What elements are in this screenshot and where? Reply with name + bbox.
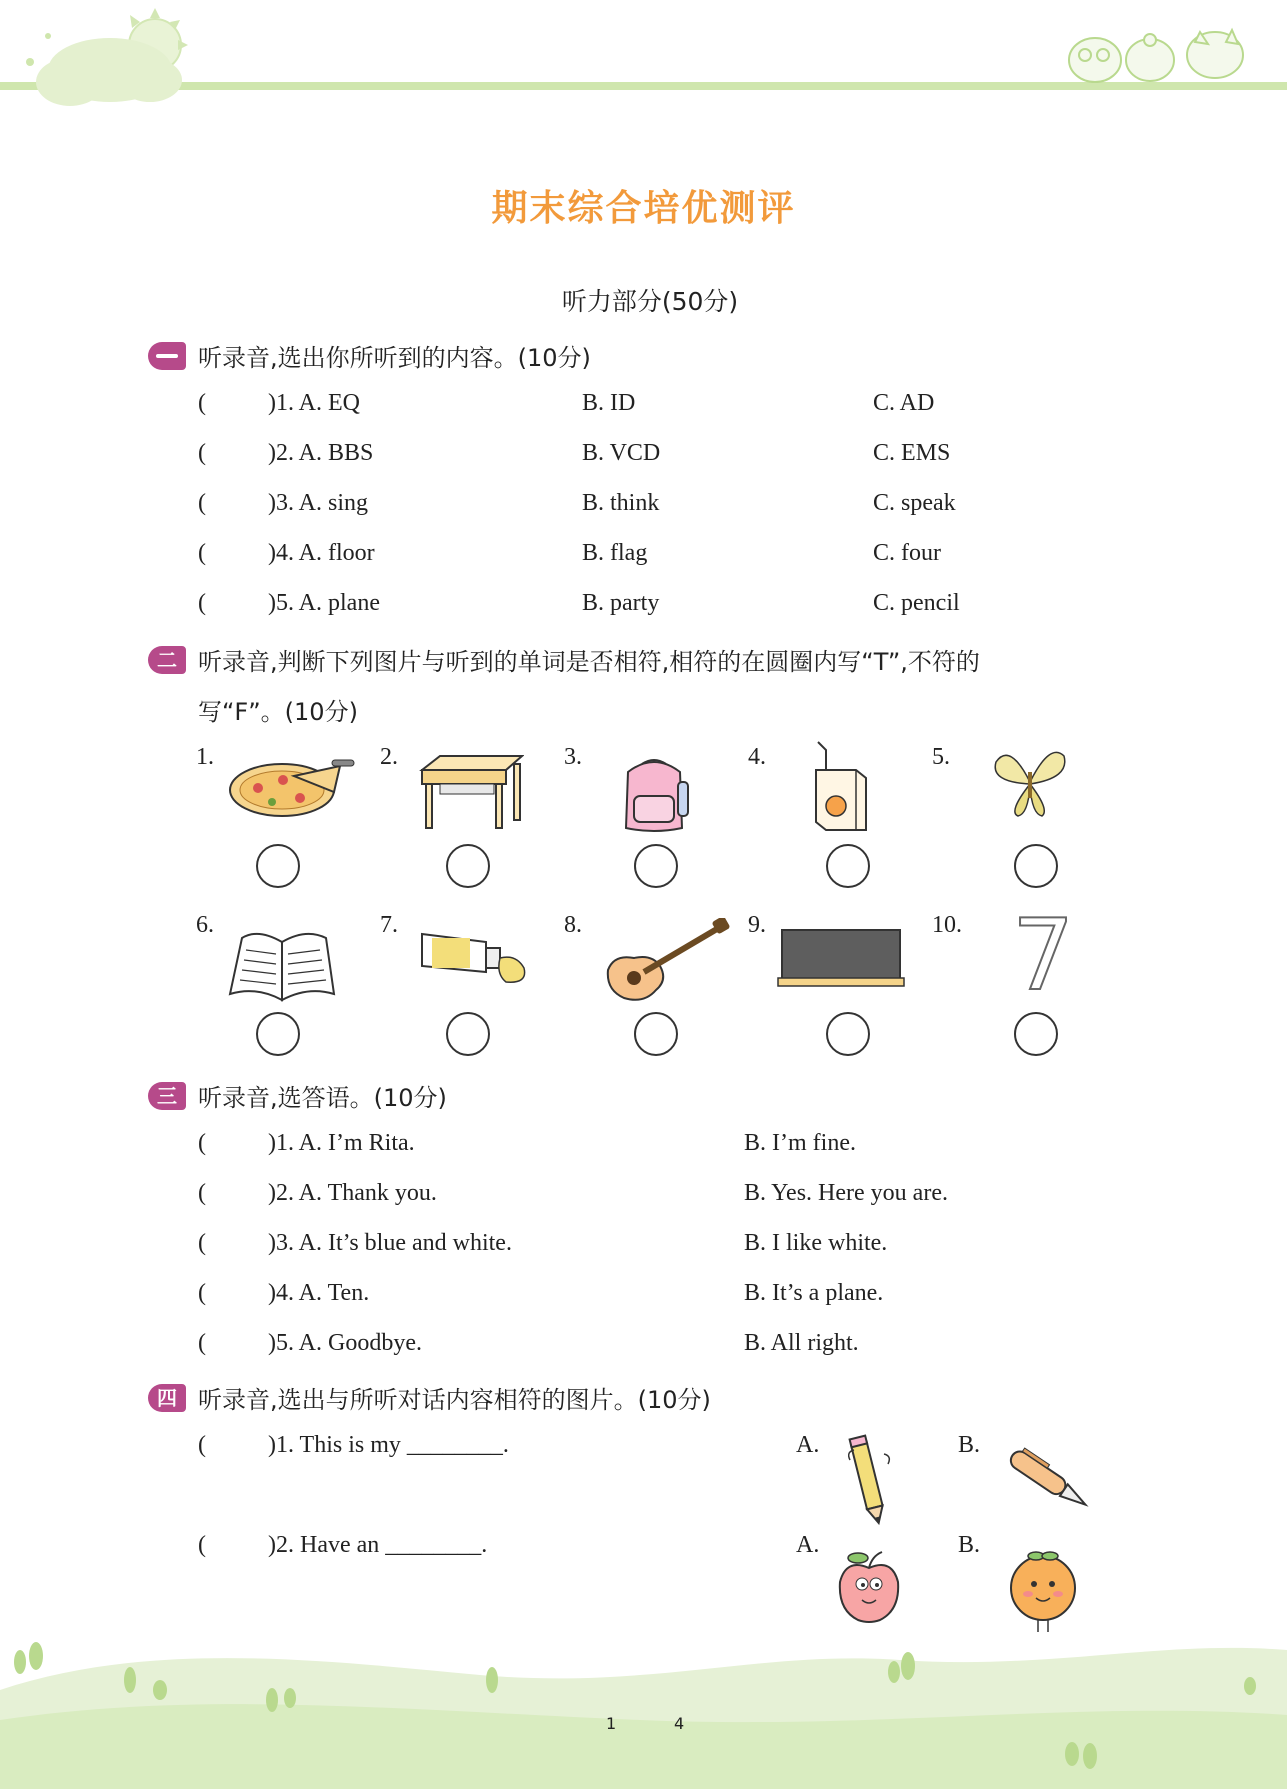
section-2-heading [148,642,980,677]
list-item [198,590,206,617]
section-1-heading [148,338,591,373]
section-2-instruction-cont: 写“F”。(10分) [198,698,358,726]
apple-icon [836,1550,902,1624]
page-number: 4 [674,1714,685,1733]
answer-blank: ( [198,590,206,616]
answer-circle[interactable] [446,1012,490,1056]
answer-circle[interactable] [1014,1012,1058,1056]
list-item-a: )3. A. sing [268,490,369,516]
list-item-c: C. pencil [873,590,960,616]
page-number: 1 [606,1714,617,1733]
section-3-heading [148,1078,447,1113]
answer-blank: ( [198,540,206,566]
option-b-label: B. [958,1432,981,1458]
answer-blank: ( [198,490,206,516]
picture-label: 5. [932,744,950,770]
list-item-a: )2. A. BBS [268,440,374,466]
pizza-icon [228,748,356,820]
list-item-a: )5. A. plane [268,590,380,616]
answer-circle[interactable] [1014,844,1058,888]
page-title: 期末综合培优测评 [491,187,796,229]
butterfly-icon [990,742,1070,822]
list-item-a: )1. A. I’m Rita. [268,1130,415,1156]
answer-blank: ( [198,1130,206,1156]
list-item-b: B. I’m fine. [744,1130,856,1156]
number-seven-picture: 7 [1012,899,1075,1013]
picture-label: 10. [932,912,962,938]
list-item-b: B. I like white. [744,1230,888,1256]
answer-blank: ( [198,1180,206,1206]
list-item-b: B. think [582,490,660,516]
answer-blank: ( [198,440,206,466]
section-4-heading [148,1380,711,1415]
list-item-b: B. ID [582,390,636,416]
answer-circle[interactable] [256,1012,300,1056]
pen-icon [1000,1444,1100,1520]
option-b-label: B. [958,1532,981,1558]
list-item-c: C. AD [873,390,935,416]
pencil-icon [846,1434,892,1526]
list-item-c: C. four [873,540,941,566]
picture-label: 8. [564,912,582,938]
orange-icon [1006,1546,1080,1634]
desk-icon [418,752,524,832]
list-item-a: )1. A. EQ [268,390,360,416]
list-item-b: B. flag [582,540,648,566]
answer-circle[interactable] [634,1012,678,1056]
list-item-c: C. speak [873,490,956,516]
answer-blank: ( [198,1532,206,1558]
section-3-badge: 三 [148,1082,186,1110]
question-text: )1. This is my ________. [268,1432,509,1458]
section-2-instruction: 听录音,判断下列图片与听到的单词是否相符,相符的在圆圈内写“T”,不符的 [198,648,980,676]
section-4-instruction: 听录音,选出与所听对话内容相符的图片。(10分) [198,1386,711,1414]
picture-label: 4. [748,744,766,770]
juice-box-icon [808,740,872,834]
list-item-b: B. It’s a plane. [744,1280,884,1306]
list-item-a: )3. A. It’s blue and white. [268,1230,512,1256]
list-item-b: B. party [582,590,660,616]
section-2-badge: 二 [148,646,186,674]
answer-blank: ( [198,390,206,416]
section-1-badge [148,342,186,370]
section-3-instruction: 听录音,选答语。(10分) [198,1084,447,1112]
list-item-a: )5. A. Goodbye. [268,1330,422,1356]
answer-circle[interactable] [446,844,490,888]
list-item-b: B. Yes. Here you are. [744,1180,948,1206]
sun-cloud-icon [26,8,188,106]
paint-tube-icon [416,924,532,990]
answer-circle[interactable] [826,1012,870,1056]
list-item-c: C. EMS [873,440,951,466]
question-text: )2. Have an ________. [268,1532,488,1558]
picture-label: 2. [380,744,398,770]
option-a-label: A. [796,1432,820,1458]
picture-label: 3. [564,744,582,770]
picture-label: 1. [196,744,214,770]
list-item [198,540,206,567]
listening-subtitle: 听力部分(50分) [561,287,739,316]
option-a-label: A. [796,1532,820,1558]
book-icon [228,928,336,1004]
section-4-badge: 四 [148,1384,186,1412]
answer-blank: ( [198,1280,206,1306]
list-item [198,390,206,417]
list-item-a: )4. A. Ten. [268,1280,370,1306]
picture-label: 6. [196,912,214,938]
list-item-a: )4. A. floor [268,540,375,566]
answer-circle[interactable] [634,844,678,888]
answer-blank: ( [198,1230,206,1256]
list-item-a: )2. A. Thank you. [268,1180,437,1206]
animal-faces-icon [1069,30,1243,82]
schoolbag-icon [614,752,694,834]
list-item [198,440,206,467]
picture-label: 9. [748,912,766,938]
list-item-b: B. VCD [582,440,661,466]
list-item [198,490,206,517]
list-item-b: B. All right. [744,1330,859,1356]
answer-circle[interactable] [256,844,300,888]
answer-blank: ( [198,1330,206,1356]
section-1-instruction: 听录音,选出你所听到的内容。(10分) [198,344,591,372]
answer-blank: ( [198,1432,206,1458]
answer-circle[interactable] [826,844,870,888]
guitar-icon [604,918,732,1002]
blackboard-icon [776,928,906,990]
picture-label: 7. [380,912,398,938]
